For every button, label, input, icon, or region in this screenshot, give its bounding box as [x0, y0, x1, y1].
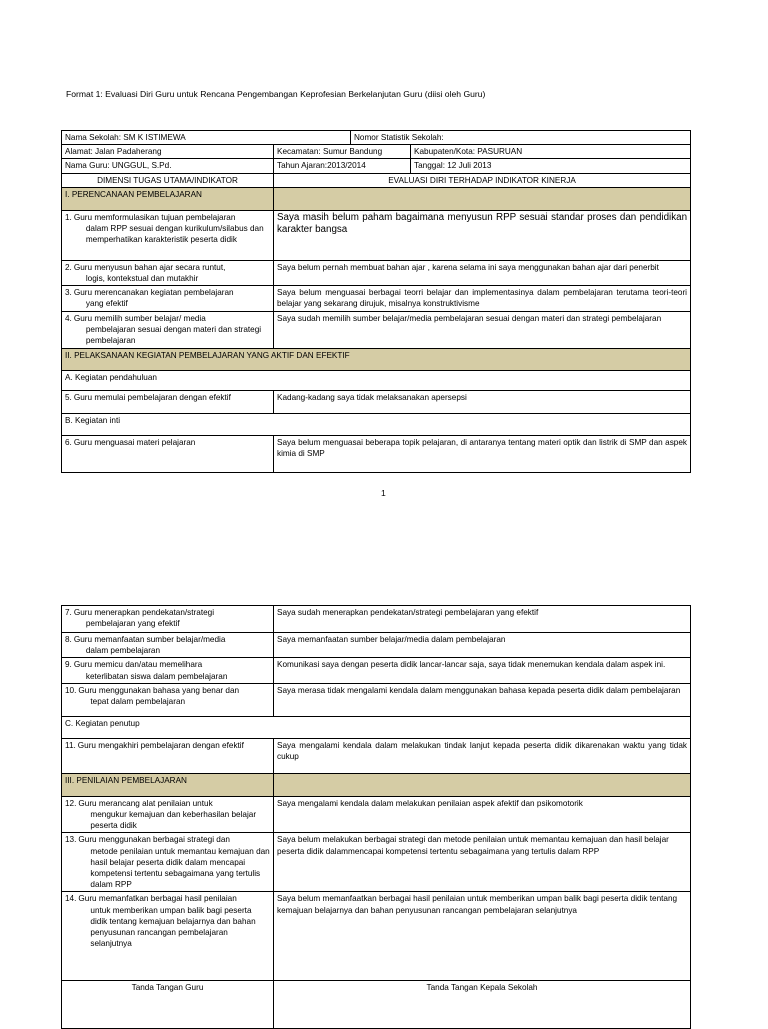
- teacher-signature: Tanda Tangan Guru: [62, 981, 274, 1029]
- evaluation-text: Saya belum pernah membuat bahan ajar , karena selama ini saya menggunakan bahan ajar dari penerbit: [274, 260, 691, 285]
- evaluation-text: Saya memanfaatan sumber belajar/media dalam pembelajaran: [274, 633, 691, 658]
- section-row: [62, 187, 691, 210]
- evaluation-text: Saya mengalami kendala dalam melakukan tindak lanjut kepada peserta didik dikarenakan waktu yang tidak cukup: [274, 738, 691, 773]
- evaluation-text: Saya sudah menerapkan pendekatan/strategi pembelajaran yang efektif: [274, 606, 691, 633]
- section-title: I. PERENCANAAN PEMBELAJARAN: [62, 187, 274, 210]
- evaluation-table-page-2: [61, 605, 691, 1029]
- info-row: [62, 145, 691, 159]
- page-number: 1: [381, 488, 386, 498]
- subsection-title: B. Kegiatan inti: [62, 413, 691, 435]
- teacher-name: Nama Guru: UNGGUL, S.Pd.: [62, 159, 274, 173]
- academic-year: Tahun Ajaran:2013/2014: [274, 159, 411, 173]
- table-row: 13. Guru menggunakan berbagai strategi dan metode penilaian untuk memantau kemajuan dan hasil belajar peserta didik dalam mencapai kompetensi tertentu sebagaimana yang tertulis dalam RPP Saya belum melakukan berbagai strategi dan metode penilaian untuk memantau kemajuan dan hasil belajar peserta didik dalammencapai kompetensi tertentu sebagaimana yang tertulis dalam RPP: [62, 833, 691, 892]
- principal-signature: Tanda Tangan Kepala Sekolah: [274, 981, 691, 1029]
- signature-row: [62, 981, 691, 1029]
- evaluation-text: Saya mengalami kendala dalam melakukan penilaian aspek afektif dan psikomotorik: [274, 796, 691, 833]
- table-row: 9. Guru memicu dan/atau memelihara keterlibatan siswa dalam pembelajaran Komunikasi saya dengan peserta didik lancar-lancar saja, saya tidak menemukan kendala dalam aspek ini.: [62, 658, 691, 683]
- table-row: 7. Guru menerapkan pendekatan/strategi pembelajaran yang efektif Saya sudah menerapkan pendekatan/strategi pembelajaran yang efektif: [62, 606, 691, 633]
- table-row: 5. Guru memulai pembelajaran dengan efektif Kadang-kadang saya tidak melaksanakan apersepsi: [62, 390, 691, 413]
- subsection-title: A. Kegiatan pendahuluan: [62, 370, 691, 390]
- info-row: [62, 159, 691, 173]
- table-row: 8. Guru memanfaatan sumber belajar/media dalam pembelajaran Saya memanfaatan sumber belajar/media dalam pembelajaran: [62, 633, 691, 658]
- evaluation-text: Saya masih belum paham bagaimana menyusun RPP sesuai standar proses dan pendidikan karakter bangsa: [274, 210, 691, 260]
- info-row: [62, 131, 691, 145]
- district: Kecamatan: Sumur Bandung: [274, 145, 411, 159]
- table-row: 3. Guru merencanakan kegiatan pembelajaran yang efektif Saya belum menguasai berbagai teorri belajar dan implementasinya dalam pembelajaran terutama teori-teori belajar yang sekarang dirujuk, misalnya konstruktivisme: [62, 286, 691, 311]
- header-evaluation: EVALUASI DIRI TERHADAP INDIKATOR KINERJA: [274, 173, 691, 187]
- evaluation-text: Saya sudah memilih sumber belajar/media pembelajaran sesuai dengan materi dan strategi pembelajaran: [274, 311, 691, 348]
- section-row: [62, 773, 691, 796]
- evaluation-text: Saya belum memanfaatkan berbagai hasil penilaian untuk memberikan umpan balik bagi peserta didik tentang kemajuan belajarnya dan bahan penyusunan rancangan pembelajaran selanjutnya: [274, 892, 691, 981]
- section-title: III. PENILAIAN PEMBELAJARAN: [62, 773, 274, 796]
- evaluation-text: Komunikasi saya dengan peserta didik lancar-lancar saja, saya tidak menemukan kendala dalam aspek ini.: [274, 658, 691, 683]
- header-row: [62, 173, 691, 187]
- table-row: 10. Guru menggunakan bahasa yang benar dan tepat dalam pembelajaran Saya merasa tidak mengalami kendala dalam menggunakan bahasa kepada peserta didik dalam pembelajaran: [62, 683, 691, 716]
- table-row: 14. Guru memanfatkan berbagai hasil penilaian untuk memberikan umpan balik bagi peserta didik tentang kemajuan belajarnya dan bahan penyusunan rancangan pembelajaran selanjutnya Saya belum memanfaatkan berbagai hasil penilaian untuk memberikan umpan balik bagi peserta didik tentang kemajuan belajarnya dan bahan penyusunan rancangan pembelajaran selanjutnya: [62, 892, 691, 981]
- date: Tanggal: 12 Juli 2013: [411, 159, 691, 173]
- table-row: 12. Guru merancang alat penilaian untuk mengukur kemajuan dan keberhasilan belajar peserta didik Saya mengalami kendala dalam melakukan penilaian aspek afektif dan psikomotorik: [62, 796, 691, 833]
- address: Alamat: Jalan Padaherang: [62, 145, 274, 159]
- regency: Kabupaten/Kota: PASURUAN: [411, 145, 691, 159]
- subsection-row: [62, 716, 691, 738]
- document-title: Format 1: Evaluasi Diri Guru untuk Rencana Pengembangan Keprofesian Berkelanjutan Guru (diisi oleh Guru): [66, 89, 486, 99]
- table-row: 4. Guru memilih sumber belajar/ media pembelajaran sesuai dengan materi dan strategi pembelajaran Saya sudah memilih sumber belajar/media pembelajaran sesuai dengan materi dan strategi pembelajaran: [62, 311, 691, 348]
- evaluation-text: Saya belum melakukan berbagai strategi dan metode penilaian untuk memantau kemajuan dan hasil belajar peserta didik dalammencapai kompetensi tertentu sebagaimana yang tertulis dalam RPP: [274, 833, 691, 892]
- table-row: 6. Guru menguasai materi pelajaran Saya belum menguasai beberapa topik pelajaran, di antaranya tentang materi optik dan listrik di SMP dan aspek kimia di SMP: [62, 435, 691, 472]
- table-row: 2. Guru menyusun bahan ajar secara runtut, logis, kontekstual dan mutakhir Saya belum pernah membuat bahan ajar , karena selama ini saya menggunakan bahan ajar dari penerbit: [62, 260, 691, 285]
- table-row: 1. Guru memformulasikan tujuan pembelajaran dalam RPP sesuai dengan kurikulum/silabus dan memperhatikan karakteristik peserta didik Saya masih belum paham bagaimana menyusun RPP sesuai standar proses dan pendidikan karakter bangsa: [62, 210, 691, 260]
- subsection-row: [62, 370, 691, 390]
- evaluation-text: Saya belum menguasai beberapa topik pelajaran, di antaranya tentang materi optik dan listrik di SMP dan aspek kimia di SMP: [274, 435, 691, 472]
- table-row: 11. Guru mengakhiri pembelajaran dengan efektif Saya mengalami kendala dalam melakukan tindak lanjut kepada peserta didik dikarenakan waktu yang tidak cukup: [62, 738, 691, 773]
- statistic-number: Nomor Statistik Sekolah:: [351, 131, 691, 145]
- subsection-title: C. Kegiatan penutup: [62, 716, 691, 738]
- evaluation-text: Saya belum menguasai berbagai teorri belajar dan implementasinya dalam pembelajaran terutama teori-teori belajar yang sekarang dirujuk, misalnya konstruktivisme: [274, 286, 691, 311]
- subsection-row: [62, 413, 691, 435]
- evaluation-text: Saya merasa tidak mengalami kendala dalam menggunakan bahasa kepada peserta didik dalam pembelajaran: [274, 683, 691, 716]
- evaluation-table-page-1: [61, 130, 691, 473]
- section-row: [62, 348, 691, 370]
- evaluation-text: Kadang-kadang saya tidak melaksanakan apersepsi: [274, 390, 691, 413]
- header-dimension: DIMENSI TUGAS UTAMA/INDIKATOR: [62, 173, 274, 187]
- school-name: Nama Sekolah: SM K ISTIMEWA: [62, 131, 351, 145]
- section-title: II. PELAKSANAAN KEGIATAN PEMBELAJARAN YANG AKTIF DAN EFEKTIF: [62, 348, 691, 370]
